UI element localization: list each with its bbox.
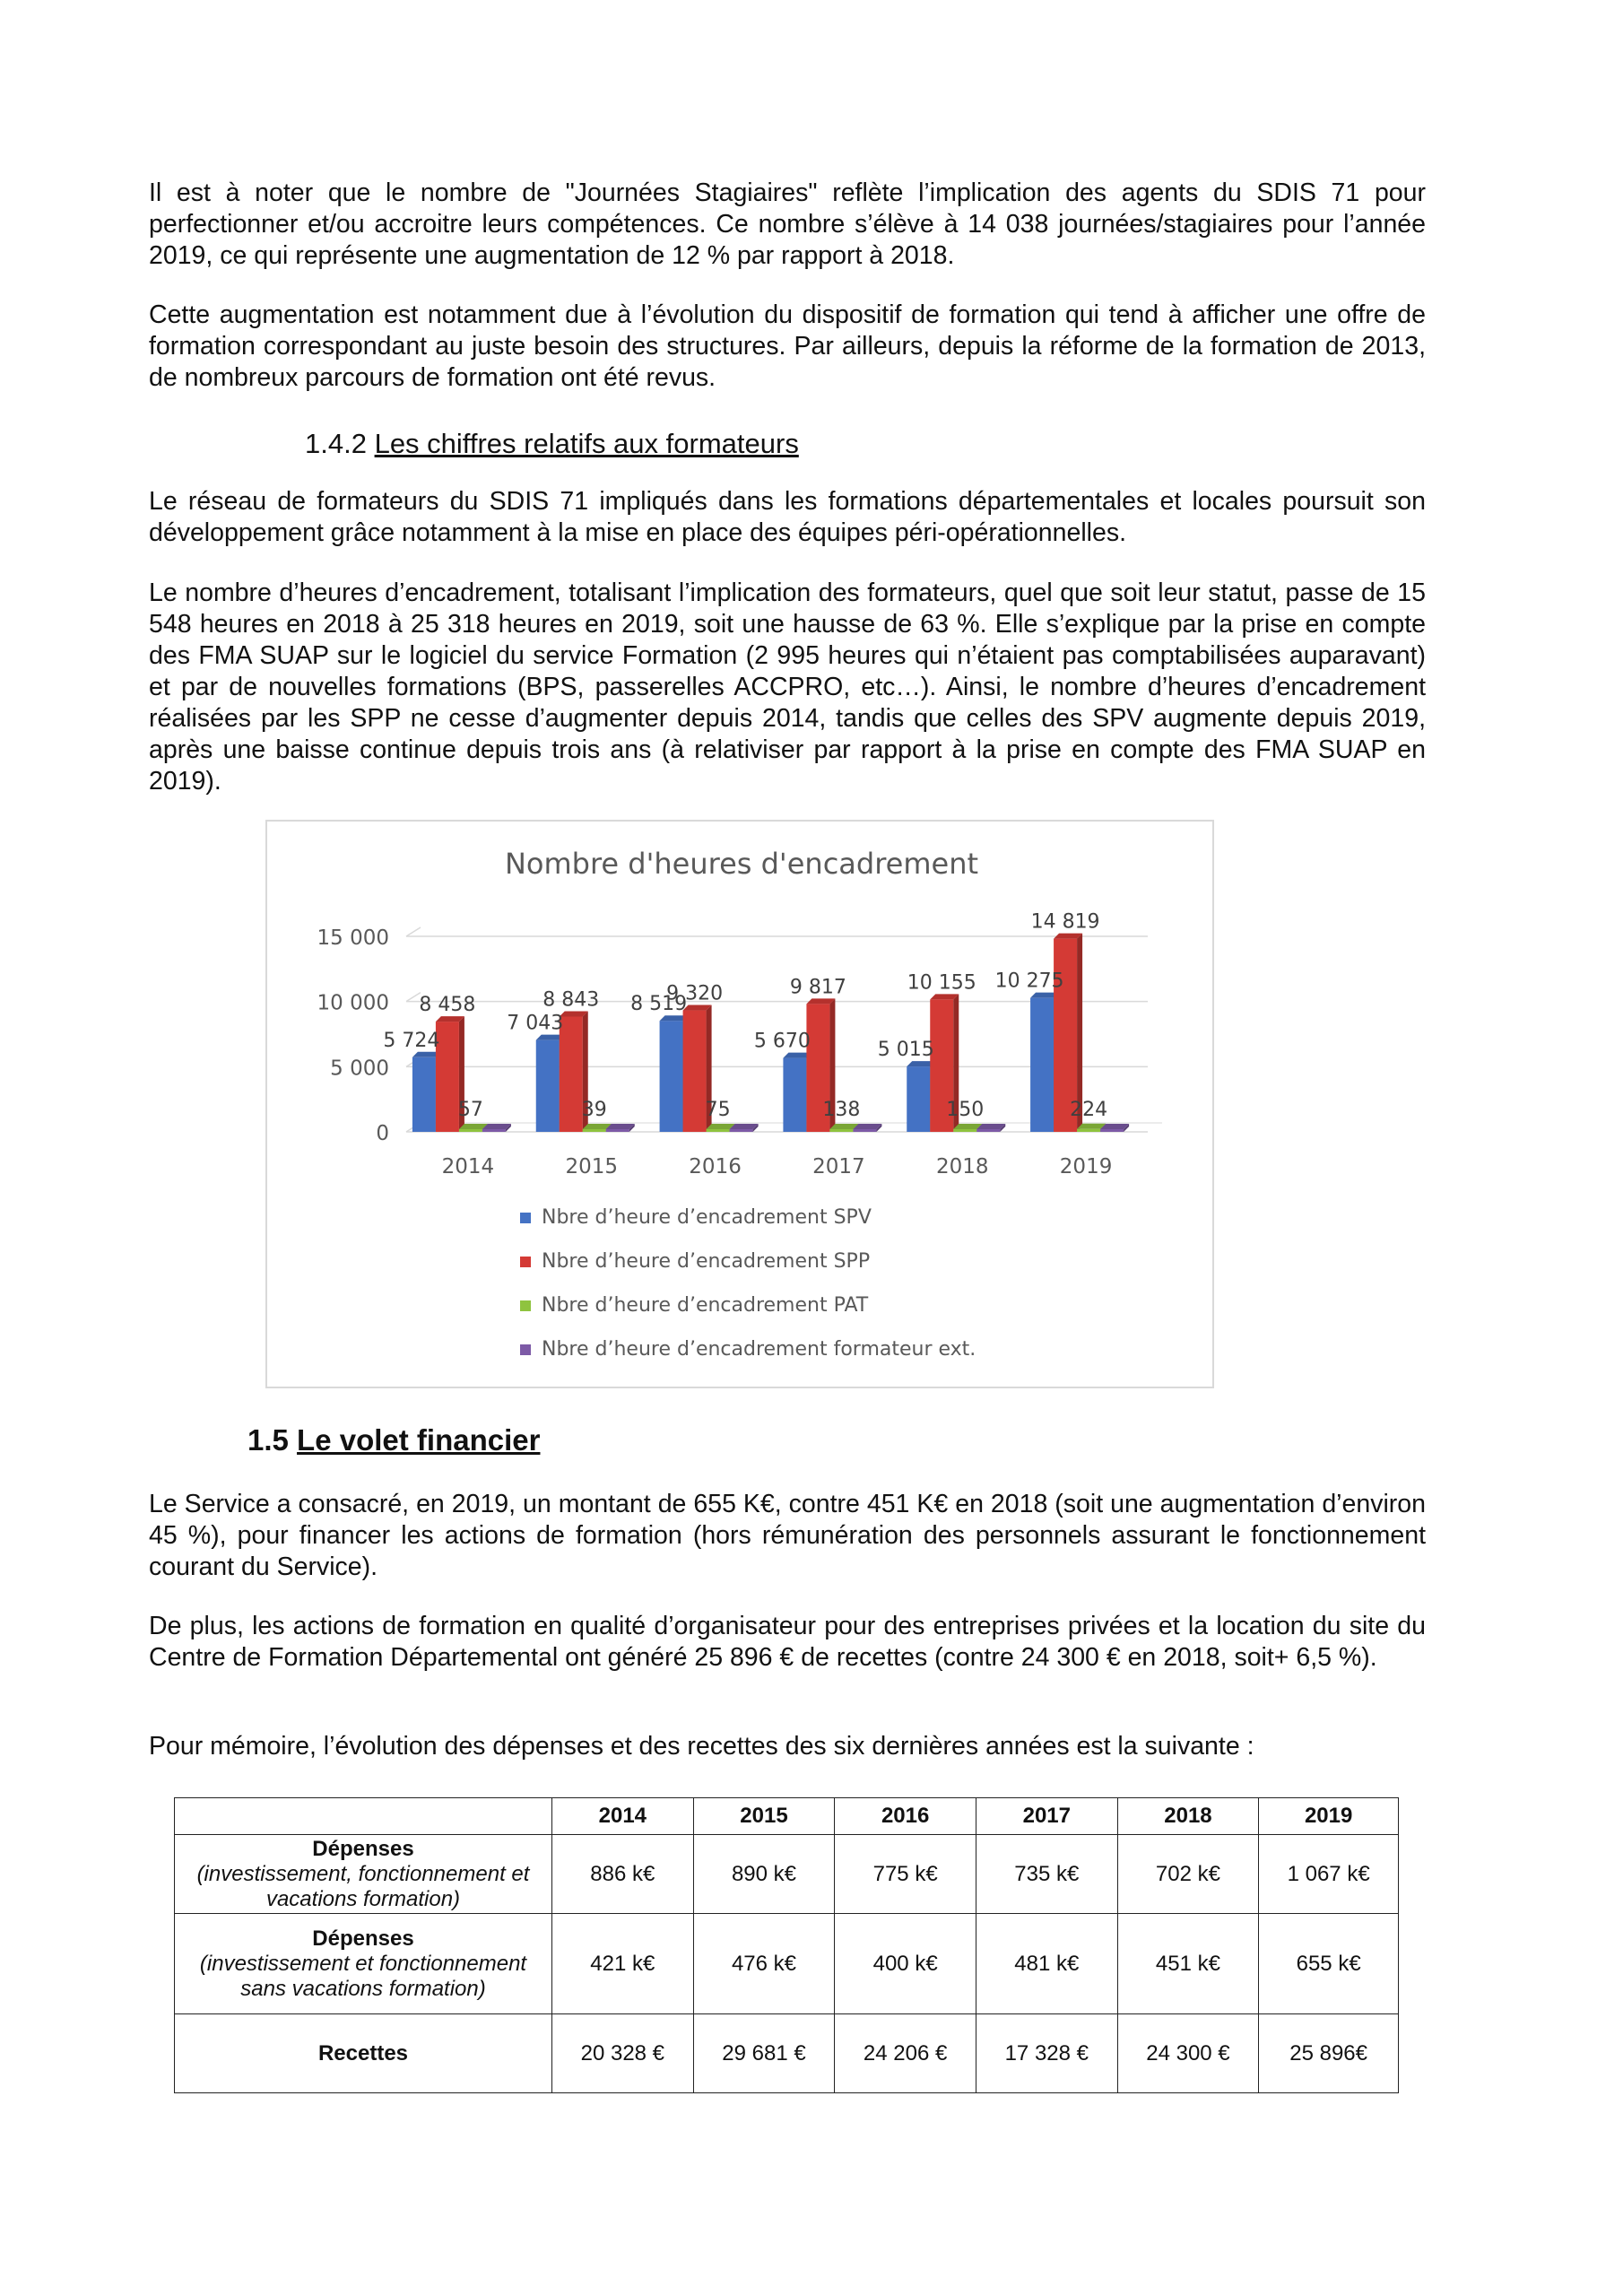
legend-label: Nbre d’heure d’encadrement formateur ext.: [542, 1338, 976, 1361]
table-header-row: [175, 1798, 1399, 1835]
table-row: [175, 1914, 1399, 2014]
data-label: 57: [457, 1099, 483, 1121]
legend-label: Nbre d’heure d’encadrement SPP: [542, 1250, 871, 1273]
bar-front: [1100, 1129, 1124, 1132]
paragraph-augmentation: Cette augmentation est notamment due à l’évolution du dispositif de formation qui tend à afficher une offre de formation correspondant au juste besoin des structures. Par ailleurs, depuis la réforme de la formation de 2013, de nombreux parcours de formation ont été revus.: [149, 300, 1426, 392]
bar-front: [1030, 998, 1054, 1132]
bar-front: [660, 1021, 683, 1132]
paragraph-recettes: De plus, les actions de formation en qualité d’organisateur pour des entreprises privées et la location du site du Centre de Formation Départemental ont généré 25 896 € de recettes (contre 24 300 € en 2018, soit+ 6,5 %).: [149, 1612, 1426, 1672]
table-cell: 655 k€: [1259, 1914, 1399, 2014]
legend-entry: [520, 1294, 869, 1317]
table-header-cell: 2016: [835, 1798, 976, 1835]
legend-entry: [520, 1206, 872, 1229]
heading-text: Les chiffres relatifs aux formateurs: [374, 428, 799, 459]
table-header-cell: [175, 1798, 552, 1835]
table-cell: 476 k€: [693, 1914, 835, 2014]
data-label: 138: [822, 1099, 861, 1121]
bar-front: [953, 1129, 976, 1132]
data-label: 224: [1070, 1099, 1108, 1121]
bar-front: [1077, 1129, 1100, 1132]
paragraph-journees-stagiaires: Il est à noter que le nombre de "Journées Stagiaires" reflète l’implication des agents du SDIS 71 pour perfectionner et/ou accroitre leurs compétences. Ce nombre s’élève à 14 038 journées/stagiaires pour l’année 2019, ce qui représente une augmentation de 12 % par rapport à 2018.: [149, 178, 1426, 270]
table-header-cell: 2018: [1117, 1798, 1259, 1835]
table-cell: 1 067 k€: [1259, 1835, 1399, 1914]
table-cell: 25 896€: [1259, 2014, 1399, 2093]
bar: [482, 1124, 511, 1132]
x-tick-label: 2017: [812, 1155, 865, 1178]
table-cell: 775 k€: [835, 1835, 976, 1914]
x-tick-label: 2016: [689, 1155, 742, 1178]
paragraph-montant-consacre: Le Service a consacré, en 2019, un montant de 655 K€, contre 451 K€ en 2018 (soit une augmentation d’environ 45 %), pour financer les actions de formation (hors rémunération des personnels assurant le fonctionnement courant du Service).: [149, 1490, 1426, 1581]
y-tick-label: 0: [376, 1122, 389, 1145]
table-cell: 421 k€: [552, 1914, 694, 2014]
bar: [606, 1124, 635, 1132]
bar-front: [412, 1057, 436, 1132]
data-label: 9 320: [666, 982, 724, 1005]
bar: [976, 1124, 1005, 1132]
data-label: 7 043: [507, 1012, 564, 1035]
data-label: 10 155: [907, 971, 976, 995]
bar-front: [536, 1040, 560, 1132]
table-cell: 24 206 €: [835, 2014, 976, 2093]
table-header-cell: 2019: [1259, 1798, 1399, 1835]
data-label: 75: [705, 1099, 731, 1121]
bar-front: [907, 1066, 930, 1132]
x-tick-label: 2018: [935, 1155, 989, 1178]
chart-data-labels: [383, 911, 1107, 1121]
table-row-header: [175, 2014, 552, 2093]
row-title: Dépenses: [312, 1836, 414, 1861]
table-cell: 29 681 €: [693, 2014, 835, 2093]
y-tick-label: 5 000: [330, 1057, 389, 1081]
table-cell: 481 k€: [976, 1914, 1117, 2014]
heading-1-4-2: [305, 427, 799, 461]
legend-swatch: [520, 1213, 531, 1223]
chart-svg: [267, 822, 1216, 1390]
table-row: [175, 1835, 1399, 1914]
row-title: Recettes: [317, 2040, 409, 2066]
bar-front: [583, 1129, 606, 1132]
data-label: 10 275: [994, 970, 1064, 993]
table-cell: 886 k€: [552, 1835, 694, 1914]
legend-swatch: [520, 1300, 531, 1311]
bar-front: [783, 1058, 806, 1132]
bar-front: [853, 1129, 876, 1132]
data-label: 39: [581, 1099, 607, 1121]
table-cell: 735 k€: [976, 1835, 1117, 1914]
chart-legend: [520, 1206, 976, 1361]
legend-label: Nbre d’heure d’encadrement PAT: [542, 1294, 869, 1317]
row-title: Dépenses: [312, 1926, 414, 1951]
y-tick-label: 15 000: [317, 926, 389, 950]
data-label: 5 724: [383, 1029, 440, 1052]
legend-entry: [520, 1338, 976, 1361]
heading-number: 1.4.2: [305, 428, 367, 459]
legend-entry: [520, 1250, 870, 1273]
paragraph-heures-encadrement: Le nombre d’heures d’encadrement, totalisant l’implication des formateurs, quel que soit leur statut, passe de 15 548 heures en 2018 à 25 318 heures en 2019, soit une hausse de 63 %. Elle s’explique par la prise en compte des FMA SUAP sur le logiciel du service Formation (2 995 heures qui n’étaient pas comptabilisées auparavant) et par de nouvelles formations (BPS, passerelles ACCPRO, etc…). Ainsi, le nombre d’heures d’encadrement réalisées par les SPP ne cesse d’augmenter depuis 2014, tandis que celles des SPV augmente depuis 2019, après une baisse continue depuis trois ans (à relativiser par rapport à la prise en compte des FMA SUAP en 2019).: [149, 578, 1426, 796]
bar: [730, 1124, 759, 1132]
row-subtitle: (investissement et fonctionnement sans vacations formation): [199, 1951, 527, 2001]
table-header-cell: 2015: [693, 1798, 835, 1835]
x-tick-label: 2015: [565, 1155, 619, 1178]
table-cell: 890 k€: [693, 1835, 835, 1914]
table-header-cell: 2017: [976, 1798, 1117, 1835]
paragraph-reseau-formateurs: Le réseau de formateurs du SDIS 71 impliqués dans les formations départementales et locales poursuit son développement grâce notamment à la mise en place des équipes péri-opérationnelles.: [149, 487, 1426, 547]
bar-front: [482, 1129, 506, 1132]
data-label: 5 015: [877, 1039, 934, 1062]
bar-front: [606, 1129, 629, 1132]
x-tick-label: 2014: [441, 1155, 495, 1178]
row-subtitle: (investissement, fonctionnement et vacations formation): [196, 1861, 530, 1911]
table-cell: 17 328 €: [976, 2014, 1117, 2093]
table-header-cell: 2014: [552, 1798, 694, 1835]
table-cell: 24 300 €: [1117, 2014, 1259, 2093]
x-tick-label: 2019: [1059, 1155, 1113, 1178]
bar-front: [976, 1129, 1000, 1132]
data-label: 150: [946, 1099, 985, 1121]
table-cell: 400 k€: [835, 1914, 976, 2014]
heading-1-5: [247, 1422, 540, 1458]
data-label: 5 670: [753, 1030, 811, 1053]
table-row-header: [175, 1914, 552, 2014]
chart-title: Nombre d'heures d'encadrement: [504, 847, 979, 881]
legend-swatch: [520, 1257, 531, 1267]
bar-front: [683, 1011, 707, 1132]
data-label: 8 843: [542, 988, 600, 1012]
table-row: [175, 2014, 1399, 2093]
table-cell: 20 328 €: [552, 2014, 694, 2093]
data-label: 9 817: [789, 976, 846, 999]
gridline-depth: [406, 927, 421, 936]
heading-text: Le volet financier: [297, 1423, 541, 1457]
financial-table: [174, 1797, 1399, 2093]
bar: [1100, 1124, 1129, 1132]
data-label: 14 819: [1030, 910, 1100, 934]
data-label: 8 458: [419, 994, 476, 1017]
bar-front: [829, 1129, 853, 1132]
bar-front: [459, 1129, 482, 1132]
bar: [853, 1124, 881, 1132]
table-cell: 451 k€: [1117, 1914, 1259, 2014]
chart-y-axis: [317, 926, 389, 1145]
data-label: 8 519: [630, 993, 688, 1016]
table-cell: 702 k€: [1117, 1835, 1259, 1914]
table-row-header: [175, 1835, 552, 1914]
paragraph-pour-memoire: Pour mémoire, l’évolution des dépenses et des recettes des six dernières années est la suivante :: [149, 1732, 1254, 1761]
heading-number: 1.5: [247, 1423, 289, 1457]
legend-swatch: [520, 1344, 531, 1355]
chart-x-axis: [442, 1155, 1113, 1178]
chart-heures-encadrement: [265, 820, 1214, 1388]
legend-label: Nbre d’heure d’encadrement SPV: [542, 1206, 872, 1229]
y-tick-label: 10 000: [317, 991, 389, 1015]
bar-front: [730, 1129, 753, 1132]
bar-front: [707, 1129, 730, 1132]
